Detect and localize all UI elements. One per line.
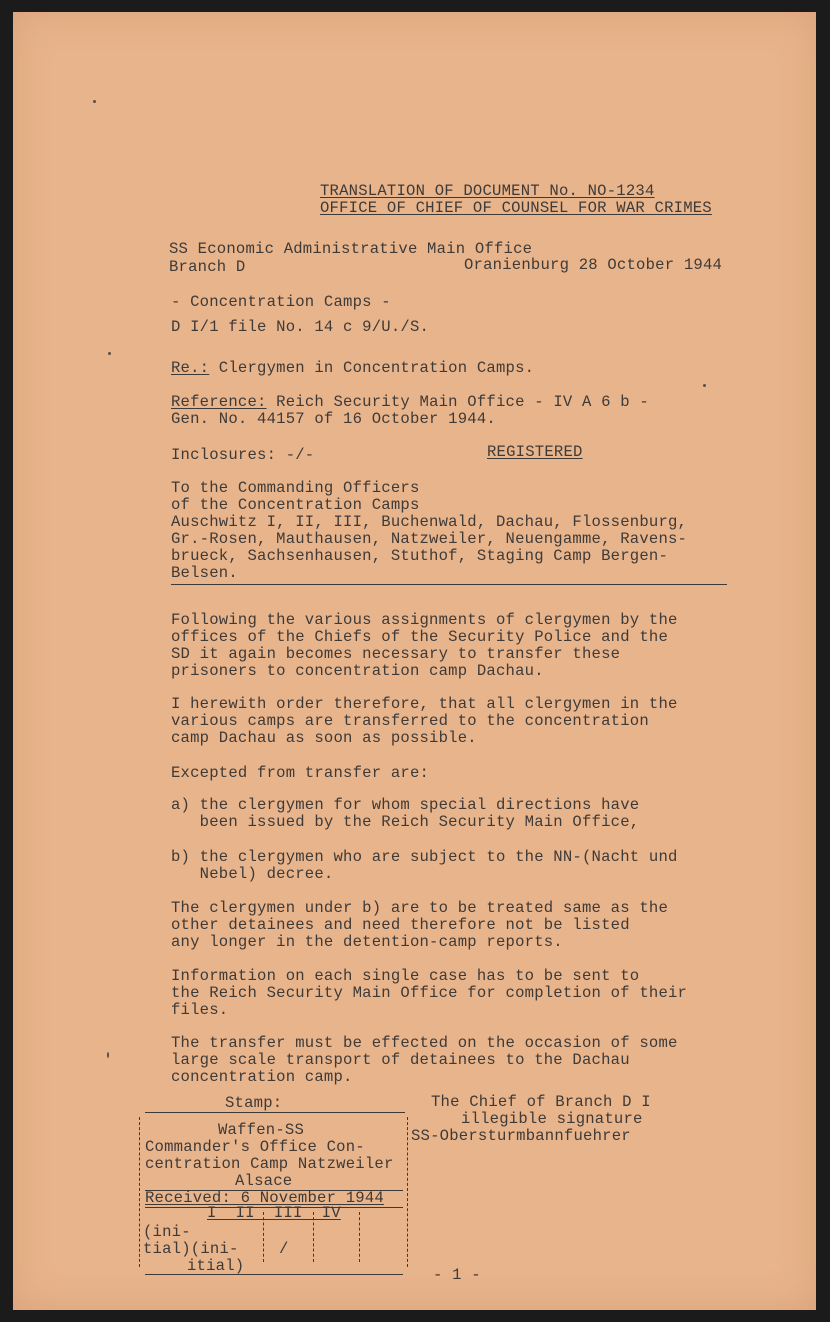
stamp-column-divider	[263, 1212, 264, 1262]
paper-speck	[93, 100, 96, 103]
body-line: The transfer must be effected on the occasion of some	[171, 1034, 678, 1052]
signature-title: The Chief of Branch D I	[431, 1093, 651, 1111]
paper-speck	[703, 384, 706, 387]
body-line: prisoners to concentration camp Dachau.	[171, 662, 544, 680]
counsel-heading: OFFICE OF CHIEF OF COUNSEL FOR WAR CRIMES	[320, 199, 712, 217]
reference-line-2: Gen. No. 44157 of 16 October 1944.	[171, 410, 496, 428]
address-line: brueck, Sachsenhausen, Stuthof, Staging Camp Bergen-	[171, 547, 669, 565]
body-line: other detainees and need therefore not be listed	[171, 916, 630, 934]
sender-branch: Branch D	[169, 258, 246, 276]
body-line: Excepted from transfer are:	[171, 764, 430, 782]
body-line: files.	[171, 1001, 229, 1019]
body-line: various camps are transferred to the concentration	[171, 712, 649, 730]
body-line: SD it again becomes necessary to transfer these	[171, 645, 621, 663]
body-line: I herewith order therefore, that all clergymen in the	[171, 695, 678, 713]
exception-a: a) the clergymen for whom special directions have	[171, 796, 640, 814]
address-line: Gr.-Rosen, Mauthausen, Natzweiler, Neuengamme, Ravens-	[171, 530, 688, 548]
stamp-column-divider	[313, 1212, 314, 1262]
stamp-received-date: Received: 6 November 1944	[145, 1189, 384, 1207]
stamp-slash: /	[279, 1240, 289, 1258]
reference-line-1	[171, 394, 649, 411]
stamp-line: Commander's Office Con-	[145, 1138, 365, 1156]
body-line: concentration camp.	[171, 1068, 353, 1086]
signature-illegible: illegible signature	[461, 1110, 643, 1128]
exception-a: been issued by the Reich Security Main Office,	[171, 813, 640, 831]
file-number: D I/1 file No. 14 c 9/U./S.	[171, 318, 430, 336]
body-line: camp Dachau as soon as possible.	[171, 729, 477, 747]
reference-label: Reference:	[171, 393, 267, 411]
address-line: To the Commanding Officers	[171, 479, 420, 497]
address-line: Belsen.	[171, 564, 238, 582]
stamp-column-divider	[359, 1212, 360, 1262]
stamp-line: Waffen-SS	[218, 1121, 305, 1139]
address-line: of the Concentration Camps	[171, 496, 420, 514]
place-date: Oranienburg 28 October 1944	[464, 256, 723, 274]
reference-text: Reich Security Main Office - IV A 6 b -	[276, 393, 649, 411]
stamp-line: centration Camp Natzweiler	[145, 1155, 394, 1173]
signature-rank: SS-Obersturmbannfuehrer	[411, 1127, 631, 1145]
address-line: Auschwitz I, II, III, Buchenwald, Dachau, Flossenburg,	[171, 513, 688, 531]
body-line: Information on each single case has to be sent to	[171, 967, 640, 985]
body-line: The clergymen under b) are to be treated same as the	[171, 899, 669, 917]
inclosures: Inclosures: -/-	[171, 446, 315, 464]
document-page	[13, 12, 816, 1310]
registered-label: REGISTERED	[487, 443, 583, 461]
body-line: Following the various assignments of clergymen by the	[171, 611, 678, 629]
stamp-top-border	[145, 1112, 405, 1113]
stamp-initial: tial)(ini-	[143, 1240, 239, 1258]
translation-heading: TRANSLATION OF DOCUMENT No. NO-1234	[320, 182, 655, 200]
stamp-columns: I II III IV	[207, 1204, 341, 1222]
department: - Concentration Camps -	[171, 293, 391, 311]
exception-b: b) the clergymen who are subject to the NN-(Nacht und	[171, 848, 678, 866]
body-line: offices of the Chiefs of the Security Police and the	[171, 628, 669, 646]
subject-label: Re.:	[171, 359, 210, 377]
stamp-right-border	[407, 1117, 408, 1267]
subject-text: Clergymen in Concentration Camps.	[218, 359, 535, 377]
stamp-line: Alsace	[235, 1172, 293, 1190]
stamp-bottom-border	[145, 1274, 403, 1275]
stamp-left-border	[139, 1117, 140, 1267]
body-line: the Reich Security Main Office for completion of their	[171, 984, 688, 1002]
body-line: large scale transport of detainees to the Dachau	[171, 1051, 630, 1069]
subject-line	[171, 360, 534, 377]
stamp-initial: (ini-	[143, 1223, 191, 1241]
address-divider	[171, 584, 727, 585]
exception-b: Nebel) decree.	[171, 865, 334, 883]
stamp-title: Stamp:	[225, 1094, 283, 1112]
sender-office: SS Economic Administrative Main Office	[169, 240, 533, 258]
body-line: any longer in the detention-camp reports.	[171, 933, 563, 951]
paper-speck	[107, 1052, 109, 1058]
stamp-initial: itial)	[187, 1257, 245, 1275]
page-number: - 1 -	[433, 1266, 481, 1284]
paper-speck	[108, 352, 111, 355]
